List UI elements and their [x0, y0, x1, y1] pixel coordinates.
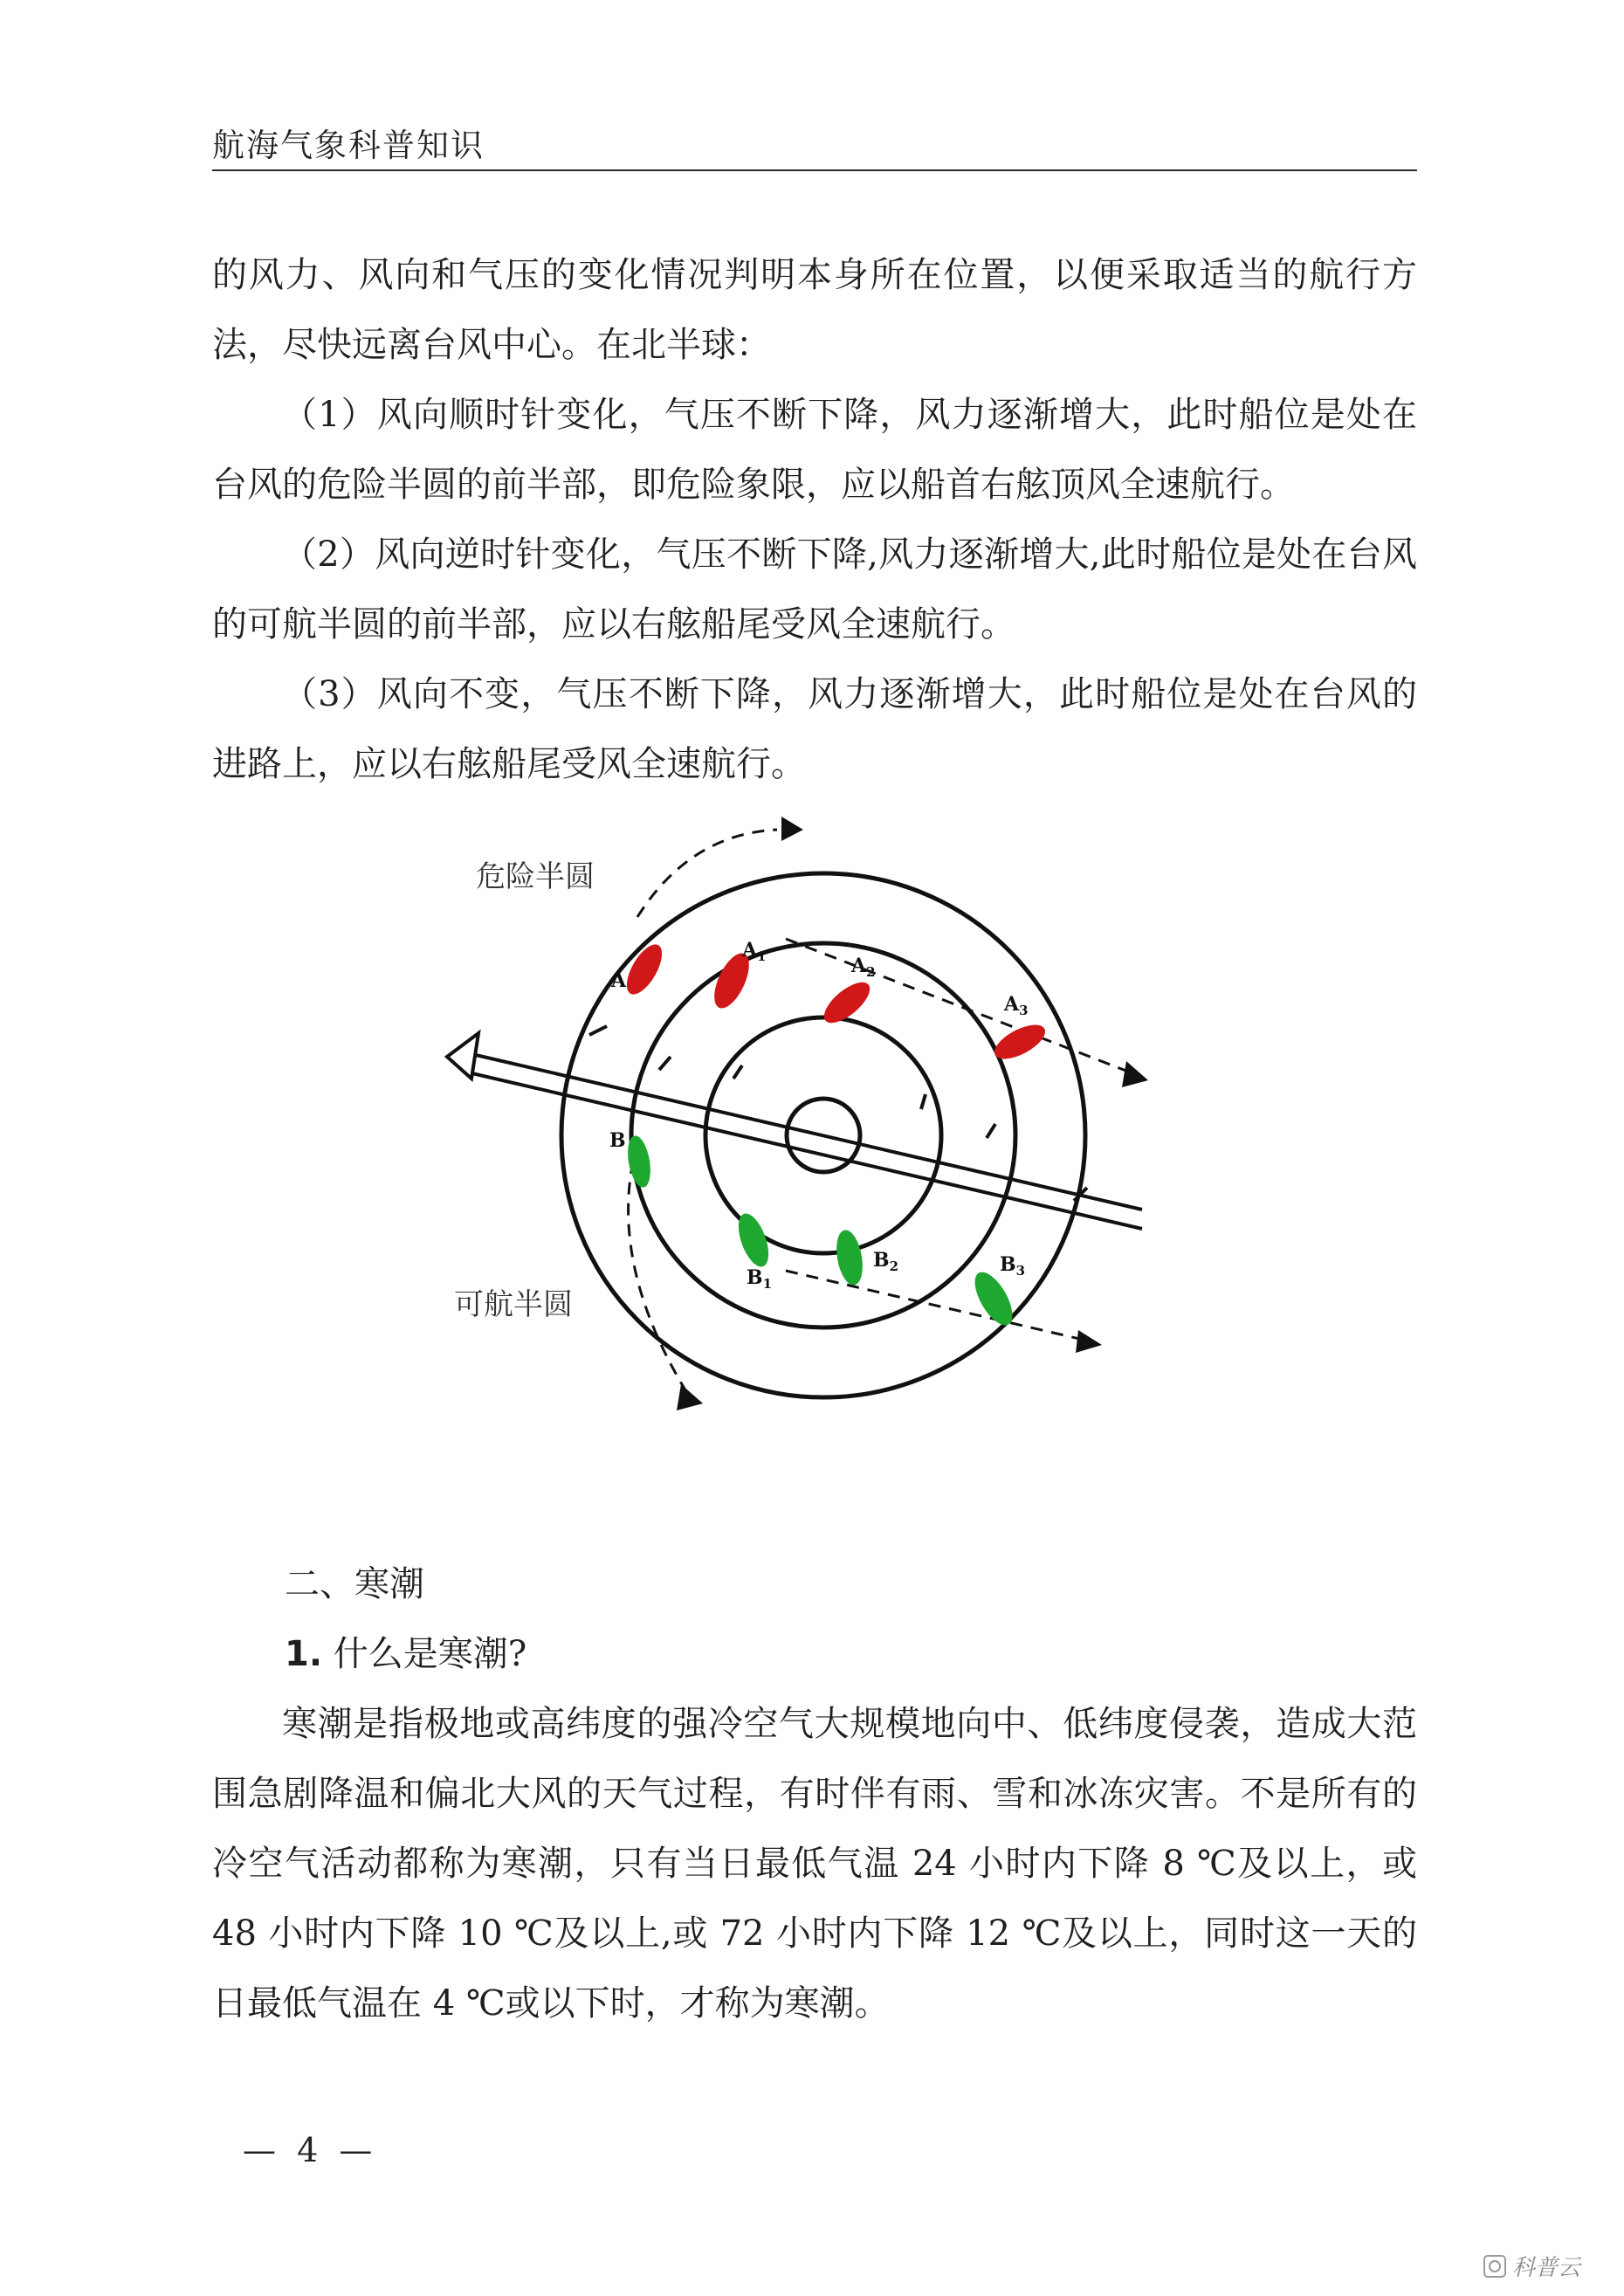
ship-label-b1: $B_1$	[747, 1266, 773, 1292]
path-arrowheads	[677, 817, 1148, 1410]
ship-a-icon	[620, 939, 669, 999]
text-block-top	[212, 240, 1417, 799]
typhoon-diagram-svg	[437, 817, 1205, 1454]
paragraph-case-3: （3）风向不变，气压不断下降，风力逐渐增大，此时船位是处在台风的进路上，应以右舷船尾受风全速航行。	[212, 674, 1417, 784]
navigable-semicircle-ships	[624, 1134, 1020, 1331]
ship-label-b3: $B_3$	[1000, 1253, 1026, 1279]
running-header	[212, 112, 1417, 171]
ship-label-a: A	[611, 969, 627, 992]
watermark-text: 科普云	[1512, 2255, 1581, 2281]
typhoon-track-arrow	[447, 1033, 1142, 1229]
ship-b2-icon	[833, 1228, 867, 1287]
section-heading: 二、寒潮	[285, 1564, 424, 1604]
watermark-logo-icon	[1483, 2249, 1614, 2284]
text-block-bottom	[212, 1549, 1417, 2038]
ship-label-a2: $A_2$	[851, 955, 876, 980]
running-header-title: 航海气象科普知识	[212, 127, 485, 164]
ship-labels	[609, 939, 1029, 1292]
question-number: 1.	[285, 1634, 323, 1674]
ship-paths-dashed	[629, 830, 1135, 1397]
paragraph-continuation: 的风力、风向和气压的变化情况判明本身所在位置，以便采取适当的航行方法，尽快远离台风中心。在北半球：	[212, 255, 1417, 365]
question-text: 什么是寒潮?	[333, 1634, 527, 1674]
ship-b-icon	[624, 1134, 654, 1189]
ship-label-b2: $B_2$	[873, 1249, 899, 1274]
label-navigable-semicircle: 可航半圆	[454, 1288, 573, 1321]
typhoon-semicircle-diagram	[437, 817, 1205, 1454]
ship-label-a1: $A_1$	[742, 939, 767, 964]
ship-label-b: B	[609, 1129, 626, 1152]
ship-label-a3: $A_3$	[1004, 993, 1029, 1018]
paragraph-case-2: （2）风向逆时针变化，气压不断下降,风力逐渐增大,此时船位是处在台风的可航半圆的前半部，应以右舷船尾受风全速航行。	[212, 534, 1417, 645]
watermark	[1483, 2249, 1614, 2284]
page-number: — 4 —	[243, 2131, 378, 2169]
label-dangerous-semicircle: 危险半圆	[476, 860, 595, 893]
paragraph-cold-wave: 寒潮是指极地或高纬度的强冷空气大规模地向中、低纬度侵袭，造成大范围急剧降温和偏北大风的天气过程，有时伴有雨、雪和冰冻灾害。不是所有的冷空气活动都称为寒潮，只有当日最低气温 24 小时内下降 8 ℃及以上，或 48 小时内下降 10 ℃及以上,或 72 小时内下降 12 ℃及以上，同时这一天的日最低气温在 4 ℃或以下时，才称为寒潮。	[212, 1704, 1417, 2024]
ship-b3-icon	[967, 1266, 1020, 1331]
paragraph-case-1: （1）风向顺时针变化，气压不断下降，风力逐渐增大，此时船位是处在台风的危险半圆的前半部，即危险象限，应以船首右舷顶风全速航行。	[212, 395, 1417, 505]
question-heading	[212, 1619, 1417, 1689]
track-arrow-head	[447, 1033, 478, 1079]
